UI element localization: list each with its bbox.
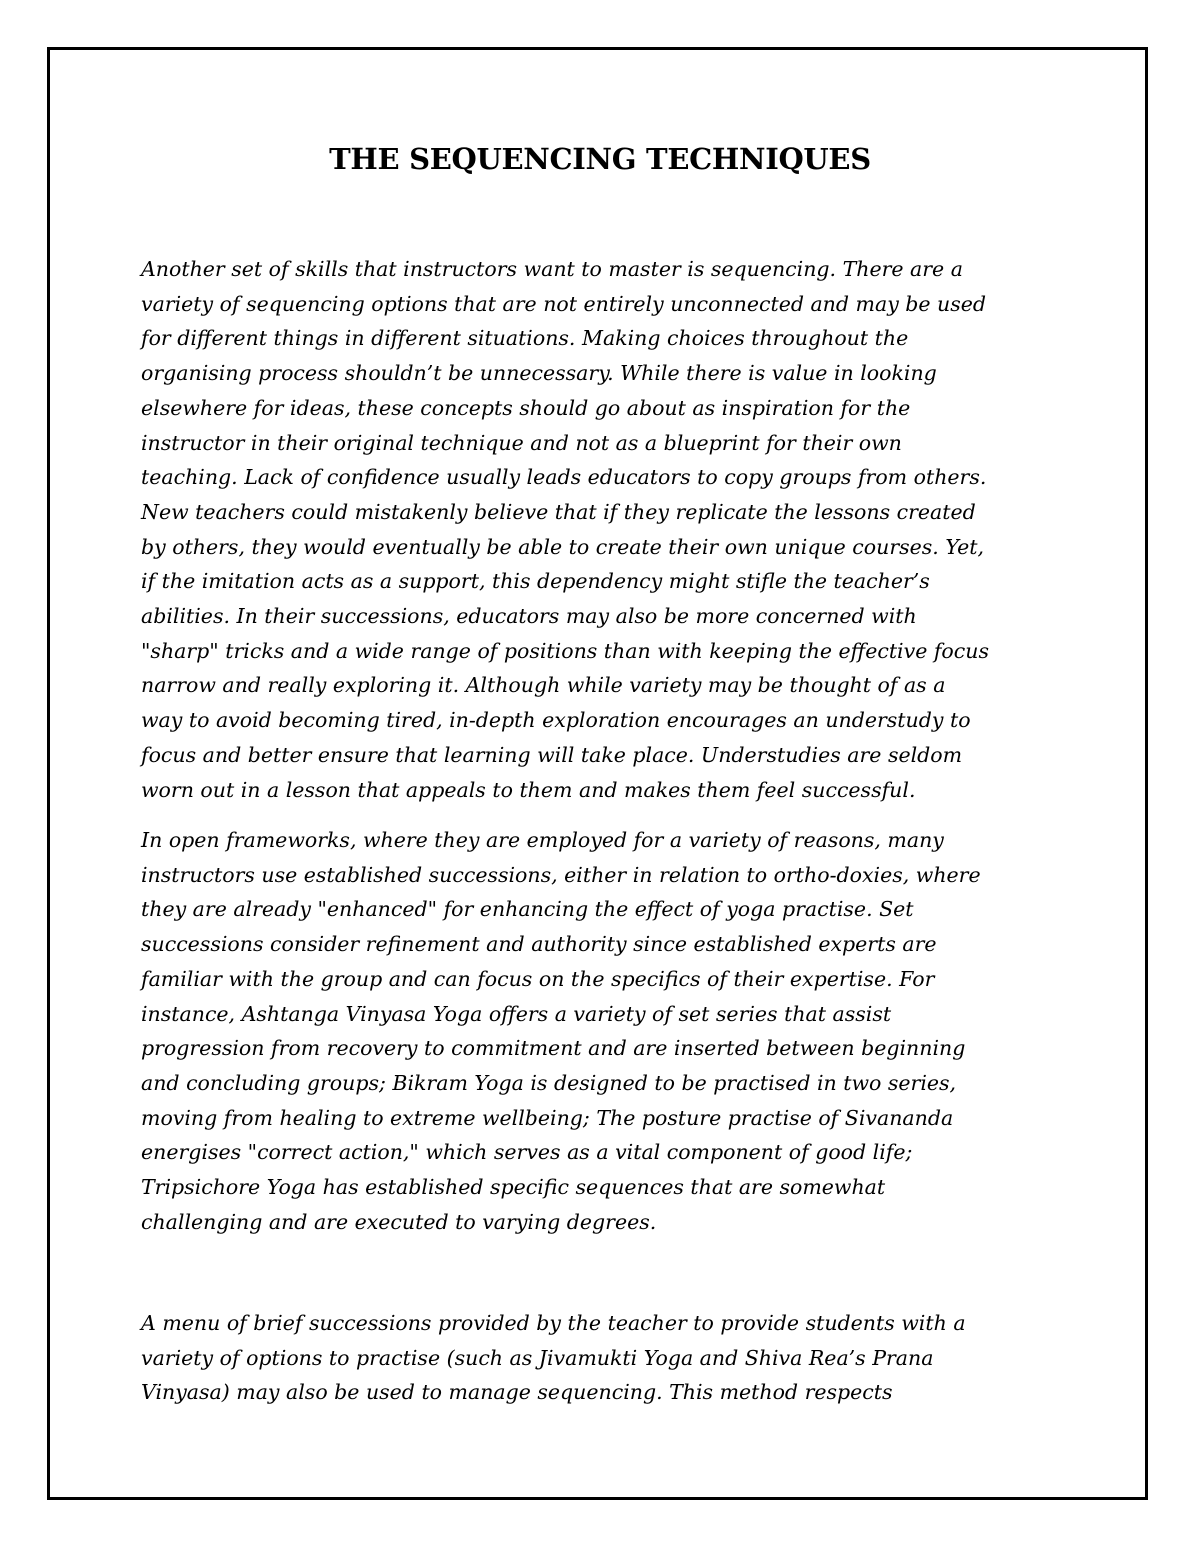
paragraph-line: instructors use established successions, either in relation to ortho-doxies, where [141, 862, 981, 887]
paragraph-line: instructor in their original technique and not as a blueprint for their own [141, 430, 902, 455]
paragraph-line: teaching. Lack of confidence usually leads educators to copy groups from others. [141, 465, 987, 490]
paragraph-line: In open frameworks, where they are employed for a variety of reasons, many [141, 828, 944, 852]
paragraph-line: variety of options to practise (such as Jivamukti Yoga and Shiva Rea’s Prana [141, 1345, 934, 1370]
paragraph-line: Vinyasa) may also be used to manage sequencing. This method respects [141, 1380, 893, 1405]
paragraph-line: progression from recovery to commitment and are inserted between beginning [141, 1036, 966, 1061]
paragraph-line: instance, Ashtanga Vinyasa Yoga offers a variety of set series that assist [141, 1001, 892, 1026]
paragraph-line: by others, they would eventually be able to create their own unique courses. Yet, [141, 534, 984, 559]
paragraph-line: for different things in different situations. Making choices throughout the [141, 326, 909, 351]
paragraph-line: organising process shouldn’t be unnecessary. While there is value in looking [141, 361, 937, 386]
paragraph-1 [141, 252, 1071, 807]
paragraph-line: New teachers could mistakenly believe that if they replicate the lessons created [141, 499, 976, 524]
paragraph-line: familiar with the group and can focus on the specifics of their expertise. For [141, 966, 935, 991]
page-title: THE SEQUENCING TECHNIQUES [329, 142, 871, 176]
paragraph-line: if the imitation acts as a support, this dependency might stifle the teacher’s [141, 569, 930, 594]
paragraph-line: moving from healing to extreme wellbeing; The posture practise of Sivananda [141, 1105, 954, 1130]
paragraph-line: successions consider refinement and authority since established experts are [141, 932, 937, 957]
paragraph-line: energises "correct action," which serves as a vital component of good life; [141, 1140, 913, 1165]
paragraph-line: focus and better ensure that learning will take place. Understudies are seldom [141, 742, 963, 767]
paragraph-line: A menu of brief successions provided by the teacher to provide students with a [141, 1311, 966, 1335]
paragraph-line: challenging and are executed to varying degrees. [141, 1209, 657, 1234]
paragraph-line: abilities. In their successions, educators may also be more concerned with [141, 604, 917, 629]
paragraph-line: and concluding groups; Bikram Yoga is designed to be practised in two series, [141, 1070, 957, 1095]
paragraph-line: they are already "enhanced" for enhancing the effect of yoga practise. Set [141, 897, 914, 922]
paragraph-line: "sharp" tricks and a wide range of positions than with keeping the effective focus [141, 638, 989, 663]
paragraph-line: worn out in a lesson that appeals to them and makes them feel successful. [141, 777, 916, 802]
paragraph-3 [141, 1306, 1071, 1410]
paragraph-line: way to avoid becoming tired, in-depth exploration encourages an understudy to [141, 708, 971, 733]
paragraph-line: elsewhere for ideas, these concepts should go about as inspiration for the [141, 395, 911, 420]
paragraph-line: Tripsichore Yoga has established specific sequences that are somewhat [141, 1175, 886, 1200]
paragraph-line: narrow and really exploring it. Although while variety may be thought of as a [141, 673, 946, 698]
paragraph-line: variety of sequencing options that are not entirely unconnected and may be used [141, 291, 987, 316]
paragraph-line: Another set of skills that instructors want to master is sequencing. There are a [141, 257, 963, 281]
paragraph-2 [141, 823, 1071, 1239]
